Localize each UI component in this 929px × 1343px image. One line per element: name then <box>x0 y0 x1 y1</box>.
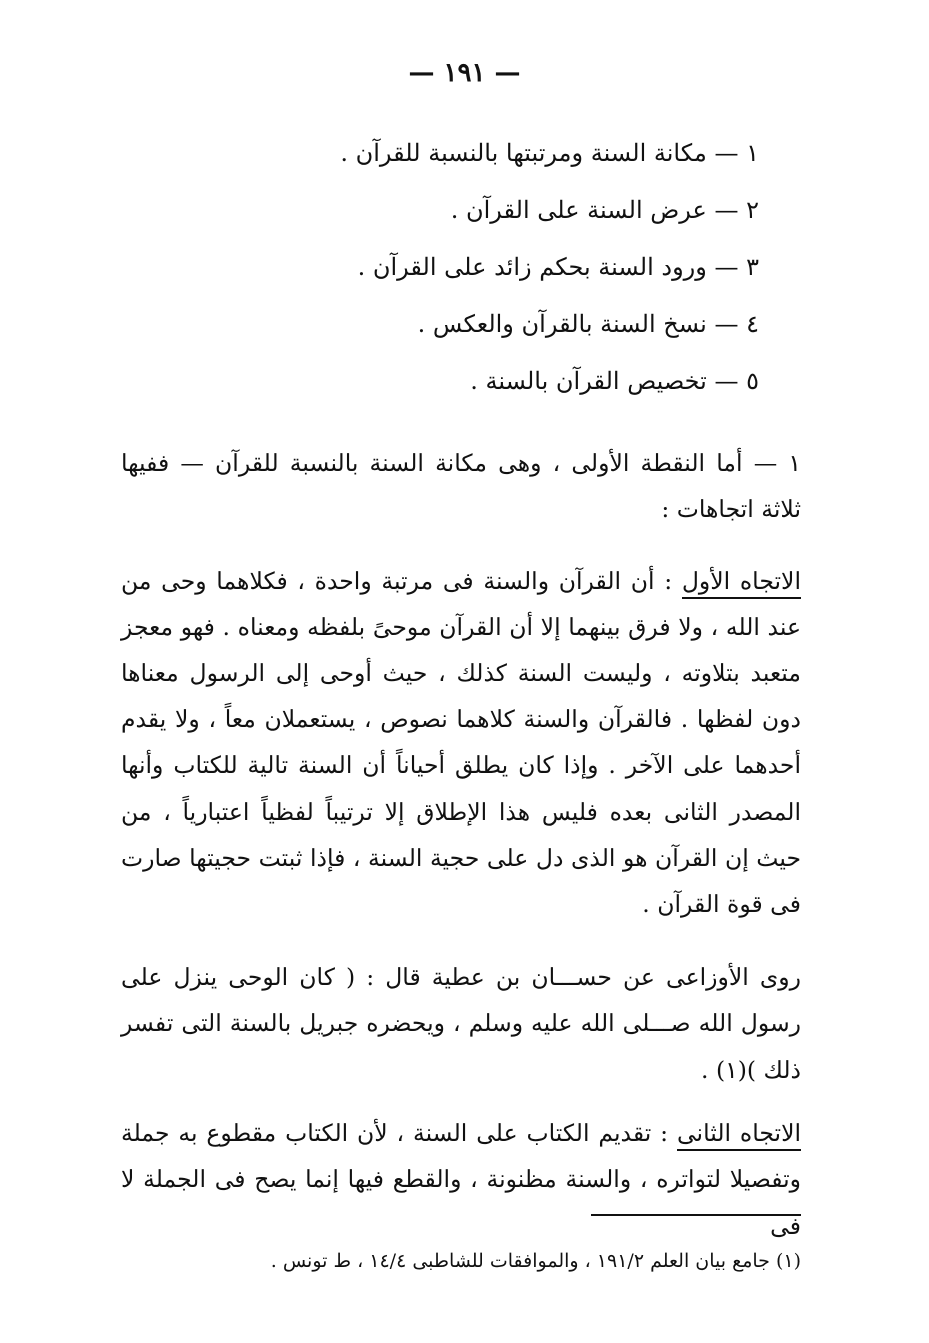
footnote: (١) جامع بيان العلم ١٩١/٢ ، والموافقات للشاطبى ١٤/٤ ، ط تونس . <box>270 1250 801 1272</box>
intro-paragraph: ١ — أما النقطة الأولى ، وهى مكانة السنة بالنسبة للقرآن — ففيها ثلاثة اتجاهات : <box>121 448 801 523</box>
list-item: ٣ — ورود السنة بحكم زائد على القرآن . <box>357 253 759 281</box>
page-number: — ١٩١ — <box>408 58 521 88</box>
list-item: ٤ — نسخ السنة بالقرآن والعكس . <box>417 310 759 338</box>
direction-two-text: : تقديم الكتاب على السنة ، لأن الكتاب مقطوع به جملة وتفصيلا لتواتره ، والسنة مظنونة ، والقطع فيها إنما يصح فى الجملة لا فى <box>121 1118 801 1240</box>
list-item: ٥ — تخصيص القرآن بالسنة . <box>470 367 759 395</box>
direction-two-paragraph <box>121 1110 801 1250</box>
topics-list <box>159 128 759 413</box>
direction-one-heading: الاتجاه الأول <box>682 567 801 599</box>
footnote-divider <box>591 1214 801 1216</box>
list-item: ١ — مكانة السنة ومرتبتها بالنسبة للقرآن . <box>340 139 759 167</box>
direction-one-text: : أن القرآن والسنة فى مرتبة واحدة ، فكلاهما وحى من عند الله ، ولا فرق بينهما إلا أن القرآن موحىً بلفظه ومعناه . فهو معجز متعبد بتلاوته ، وليست السنة كذلك ، حيث أوحى إلى الرسول معناها دون لفظها . فالقرآن والسنة كلاهما نصوص ، يستعملان معاً ، ولا يقدم أحدهما على الآخر . وإذا كان يطلق أحياناً أن السنة تالية للكتاب وأنها المصدر الثانى بعده فليس هذا الإطلاق إلا ترتيباً لفظياً اعتبارياً ، من حيث إن القرآن هو الذى دل على حجية السنة ، فإذا ثبتت حجيتها صارت فى قوة القرآن . <box>121 566 801 918</box>
list-item: ٢ — عرض السنة على القرآن . <box>450 196 759 224</box>
direction-one-paragraph <box>121 558 801 928</box>
direction-two-heading: الاتجاه الثانى <box>677 1119 801 1151</box>
quote-paragraph: روى الأوزاعى عن حســـان بن عطية قال : ( كان الوحى ينزل على رسول الله صـــلى الله عليه وسلم ، ويحضره جبريل بالسنة التى تفسر ذلك )(١) . <box>121 962 801 1084</box>
